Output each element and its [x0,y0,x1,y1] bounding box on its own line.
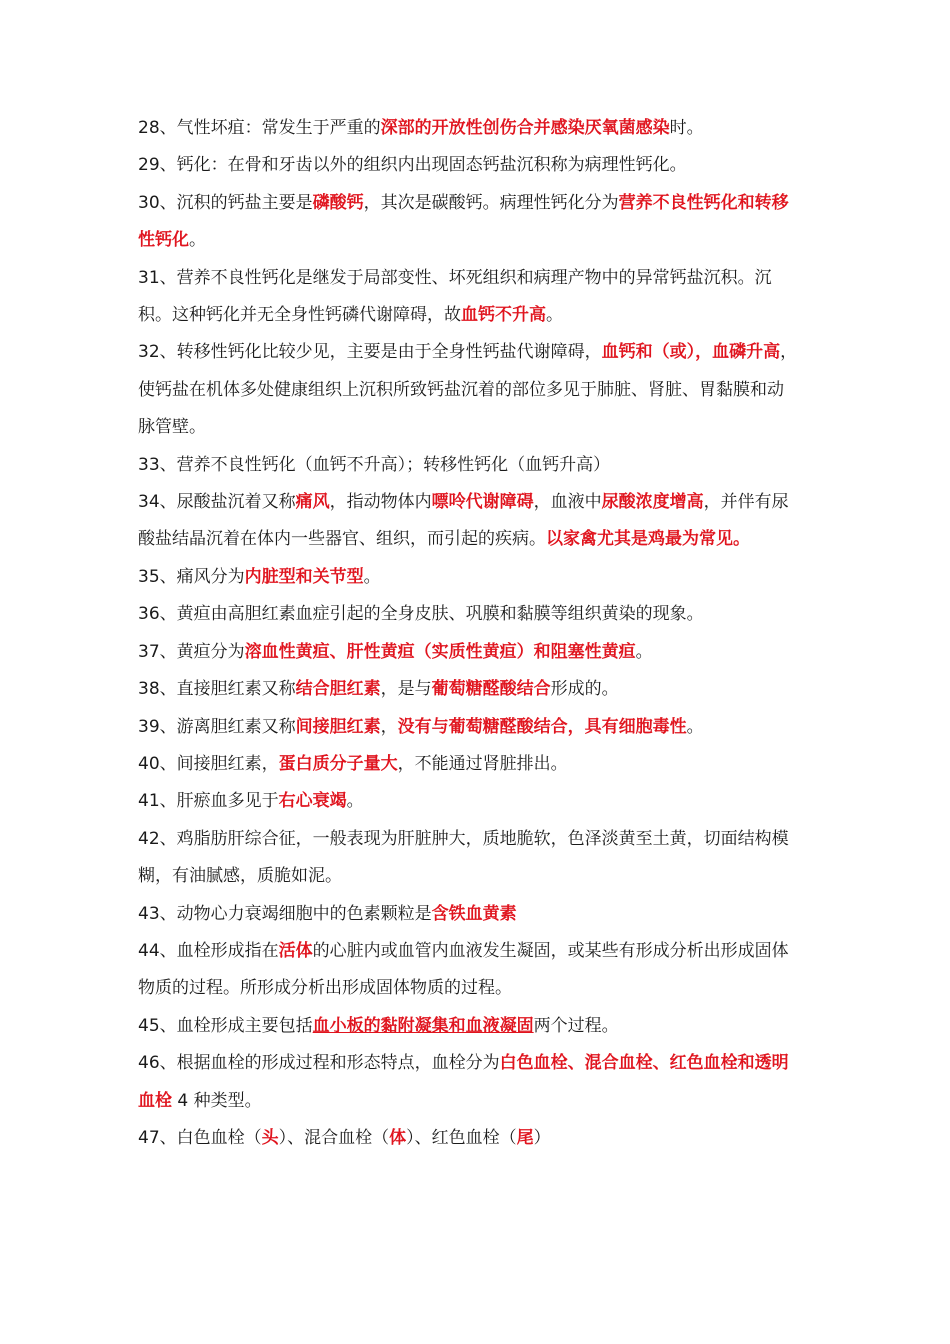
highlight-text: 溶血性黄疸、肝性黄疸（实质性黄疸）和阻塞性黄疸 [244,641,636,662]
body-text: 4 种类型。 [172,1090,262,1111]
list-item [138,709,798,746]
highlight-text: 营养不良性钙化和转移性钙化 [138,192,789,251]
highlight-text: 血钙不升高 [461,305,546,326]
body-text: ）、红色血栓（ [406,1127,517,1148]
body-text: 。 [189,230,206,251]
list-item [138,484,798,559]
body-text: ，不能通过肾脏排出。 [397,753,568,774]
body-text: 43、动物心力衰竭细胞中的色素颗粒是 [138,903,432,924]
body-text: 两个过程。 [533,1015,619,1036]
body-text: 38、直接胆红素又称 [138,679,296,700]
body-text: 41、肝瘀血多见于 [138,791,279,812]
list-item [138,147,798,184]
body-text: ，血液中 [533,492,602,513]
list-item [138,1045,798,1120]
highlight-text: 头 [261,1127,279,1148]
highlight-text: 深部的开放性创伤合并感染厌氧菌感染 [380,118,670,138]
list-item [138,933,798,1008]
highlight-text: 体 [389,1127,407,1148]
highlight-text: 含铁血黄素 [431,903,517,924]
list-item [138,260,798,335]
body-text: 33、营养不良性钙化（血钙不升高）；转移性钙化（血钙升高） [138,454,611,475]
highlight-text: 白色血栓、混合血栓、红色血栓和透明血栓 [138,1053,789,1111]
body-text: 44、血栓形成指在 [138,940,279,961]
body-text: 46、根据血栓的形成过程和形态特点，血栓分为 [138,1053,500,1074]
highlight-text: 结合胆红素 [295,679,381,700]
body-text: 36、黄疸由高胆红素血症引起的全身皮肤、巩膜和黏膜等组织黄染的现象。 [138,604,704,625]
list-item [138,559,798,596]
highlight-text: 内脏型和关节型 [244,566,364,587]
body-text: 45、血栓形成主要包括 [138,1015,313,1036]
highlight-text: 间接胆红素 [295,716,381,737]
list-item [138,783,798,820]
body-text: ，其次是碳酸钙。病理性钙化分为 [363,192,619,213]
body-text: 32、转移性钙化比较少见，主要是由于全身性钙盐代谢障碍， [138,342,602,363]
highlight-text: 血小板的黏附凝集和血液凝固 [312,1015,534,1036]
list-item [138,746,798,783]
body-text: ， [380,716,398,737]
highlight-text: 没有与葡萄糖醛酸结合，具有细胞毒性 [397,716,687,737]
list-item [138,596,798,633]
body-text: ） [533,1127,551,1148]
body-text: 。 [546,305,563,326]
list-item [138,110,798,147]
body-text: 。 [635,641,653,662]
highlight-text: 活体 [278,940,313,961]
body-text: ，并伴有尿酸盐结晶沉着在体内一些器官、组织，而引起的疾病。 [138,492,789,550]
body-text: 35、痛风分为 [138,566,245,587]
body-text: 30、沉积的钙盐主要是 [138,192,313,213]
list-item [138,821,798,896]
highlight-text: 嘌呤代谢障碍 [431,492,534,513]
body-text: ，使钙盐在机体多处健康组织上沉积所致钙盐沉着的部位多见于肺脏、肾脏、胃黏膜和动脉管壁。 [138,342,798,438]
highlight-text: 磷酸钙 [312,192,364,213]
body-text: 31、营养不良性钙化是继发于局部变性、坏死组织和病理产物中的异常钙盐沉积。沉积。这种钙化并无全身性钙磷代谢障碍，故 [138,267,772,326]
list-item [138,334,798,446]
body-text: 的心脏内或血管内血液发生凝固，或某些有形成分析出形成固体物质的过程。所形成分析出形成固体物质的过程。 [138,940,789,999]
body-text: 42、鸡脂肪肝综合征，一般表现为肝脏肿大，质地脆软，色泽淡黄至土黄，切面结构模糊，有油腻感，质脆如泥。 [138,828,789,887]
body-text: ）、混合血栓（ [278,1127,390,1148]
highlight-text: 痛风 [295,492,330,513]
document-body [138,110,798,1157]
body-text: 。 [686,716,704,737]
body-text: ，指动物体内 [329,492,432,513]
body-text: 47、白色血栓（ [138,1127,262,1148]
body-text: 39、游离胆红素又称 [138,716,296,737]
body-text: 29、钙化：在骨和牙齿以外的组织内出现固态钙盐沉积称为病理性钙化。 [138,155,687,176]
body-text: ，是与 [380,679,432,700]
list-item [138,634,798,671]
list-item [138,185,798,260]
list-item [138,671,798,708]
highlight-text: 血钙和（或），血磷升高 [601,342,781,363]
list-item [138,896,798,933]
list-item [138,1120,798,1157]
list-item [138,1008,798,1045]
body-text: 37、黄疸分为 [138,641,245,662]
body-text: 形成的。 [550,679,619,700]
body-text: 时。 [669,118,704,138]
highlight-text: 尿酸浓度增高 [601,492,704,513]
highlight-text: 葡萄糖醛酸结合 [431,679,551,700]
highlight-text: 蛋白质分子量大 [278,753,398,774]
list-item [138,447,798,484]
body-text: 。 [363,566,381,587]
highlight-text: 以家禽尤其是鸡最为常见。 [546,529,750,550]
body-text: 28、气性坏疽：常发生于严重的 [138,118,381,138]
body-text: 34、尿酸盐沉着又称 [138,492,296,513]
body-text: 40、间接胆红素， [138,753,279,774]
highlight-text: 尾 [516,1127,534,1148]
highlight-text: 右心衰竭 [278,791,347,812]
body-text: 。 [346,791,364,812]
